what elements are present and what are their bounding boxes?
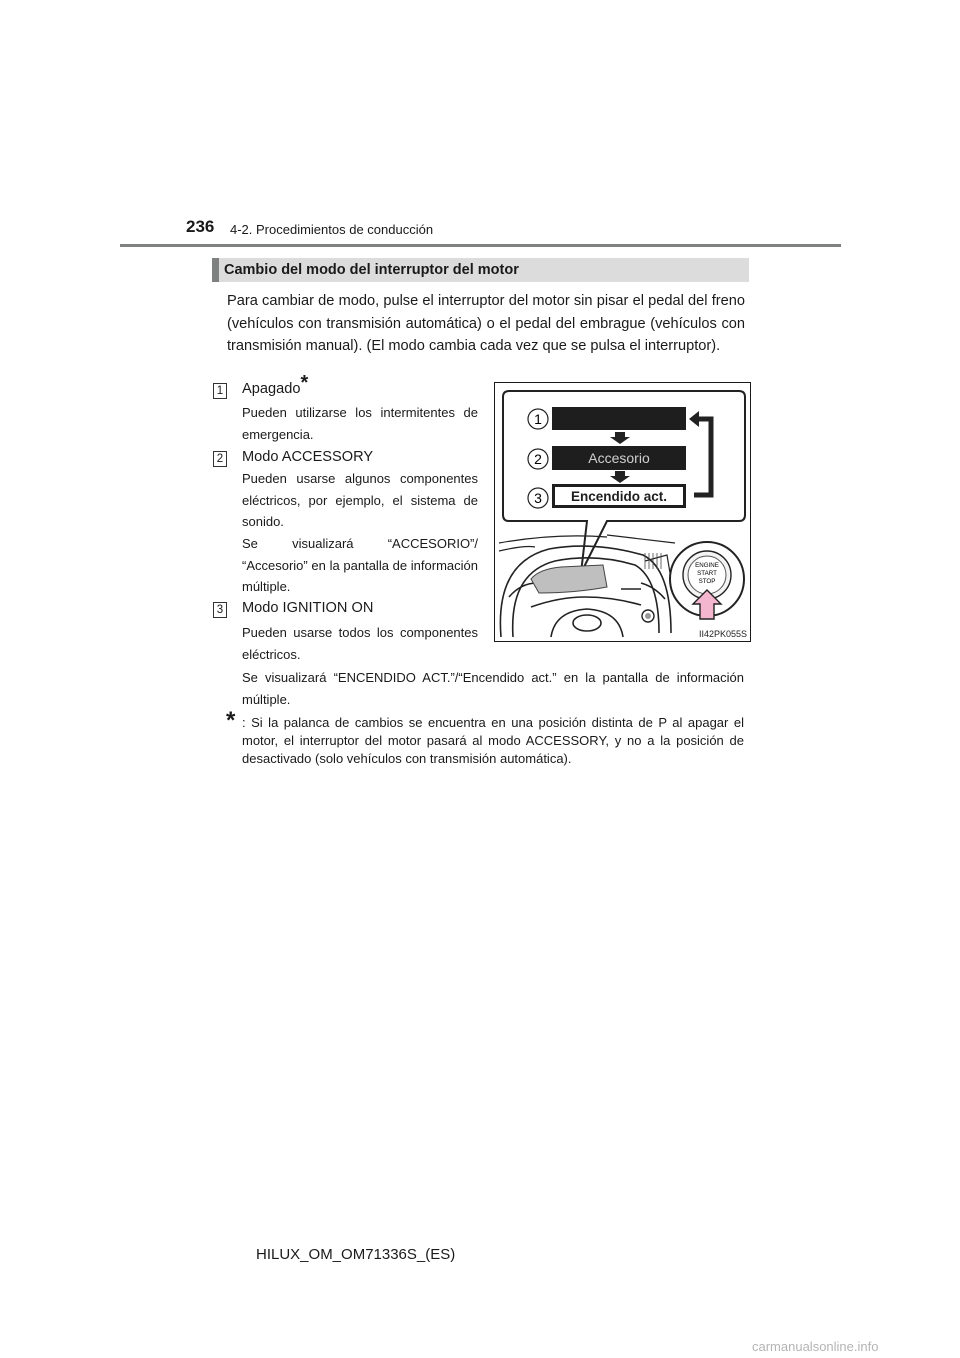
display-label-ignition: Encendido act. xyxy=(570,489,668,504)
step-title-2: Modo ACCESSORY xyxy=(242,449,374,465)
figure-engine-switch xyxy=(494,382,751,642)
step-number-1: 1 xyxy=(213,383,227,399)
footnote-marker: * xyxy=(300,372,309,395)
callout-circle-2 xyxy=(528,449,548,469)
step-desc-2: Pueden usarse algunos componentes eléctricos, por ejemplo, el sistema de sonido. xyxy=(242,471,478,529)
note-asterisk: * xyxy=(226,707,236,734)
display-panel-off xyxy=(552,407,686,430)
svg-text:3: 3 xyxy=(534,490,542,506)
callout-circle-1 xyxy=(528,409,548,429)
step-title-3: Modo IGNITION ON xyxy=(242,600,374,616)
figure-code: II42PK055S xyxy=(699,629,748,639)
step-number-2: 2 xyxy=(213,451,227,467)
figure-illustration xyxy=(495,383,750,641)
step-title-1-text: Apagado xyxy=(242,381,301,397)
step-title-1 xyxy=(242,372,309,397)
section-title: Cambio del modo del interruptor del motor xyxy=(224,262,519,278)
button-label-start: START xyxy=(697,570,717,577)
section-reference: 4-2. Procedimientos de conducción xyxy=(230,222,434,237)
step-desc-2-display: Se visualizará “ACCESORIO”/ “Accesorio” en la pantalla de información múltiple. xyxy=(242,536,478,594)
svg-text:1: 1 xyxy=(534,411,542,427)
display-label-accessory: Accesorio xyxy=(588,450,650,466)
button-label-engine: ENGINE xyxy=(695,562,719,569)
intro-paragraph: Para cambiar de modo, pulse el interruptor del motor sin pisar el pedal del freno (vehículos con transmisión automática) o el pedal del embrague (vehículos con transmisión manual). (El modo cambia cada vez que se pulsa el interruptor). xyxy=(227,293,745,354)
gauge-cluster xyxy=(531,565,607,593)
footer-doc-id: HILUX_OM_OM71336S_(ES) xyxy=(256,1246,456,1263)
step-number-3: 3 xyxy=(213,602,227,618)
step-desc-1: Pueden utilizarse los intermitentes de emergencia. xyxy=(242,405,478,442)
watermark: carmanualsonline.info xyxy=(752,1339,879,1354)
header-divider xyxy=(120,244,841,247)
svg-text:2: 2 xyxy=(534,451,542,467)
callout-circle-3 xyxy=(528,488,548,508)
button-label-stop: STOP xyxy=(698,578,716,585)
step-desc-3: Pueden usarse todos los componentes eléctricos. xyxy=(242,625,478,662)
small-button-center xyxy=(645,613,651,619)
step-desc-3-display: Se visualizará “ENCENDIDO ACT.”/“Encendido act.” en la pantalla de información múltiple. xyxy=(242,670,744,707)
note-text: : Si la palanca de cambios se encuentra en una posición distinta de P al apagar el motor, el interruptor del motor pasará al modo ACCESSORY, y no a la posición de desactivado (solo vehículos con transmisión automática). xyxy=(242,715,744,766)
page-number: 236 xyxy=(186,217,215,236)
air-vent xyxy=(645,553,661,569)
